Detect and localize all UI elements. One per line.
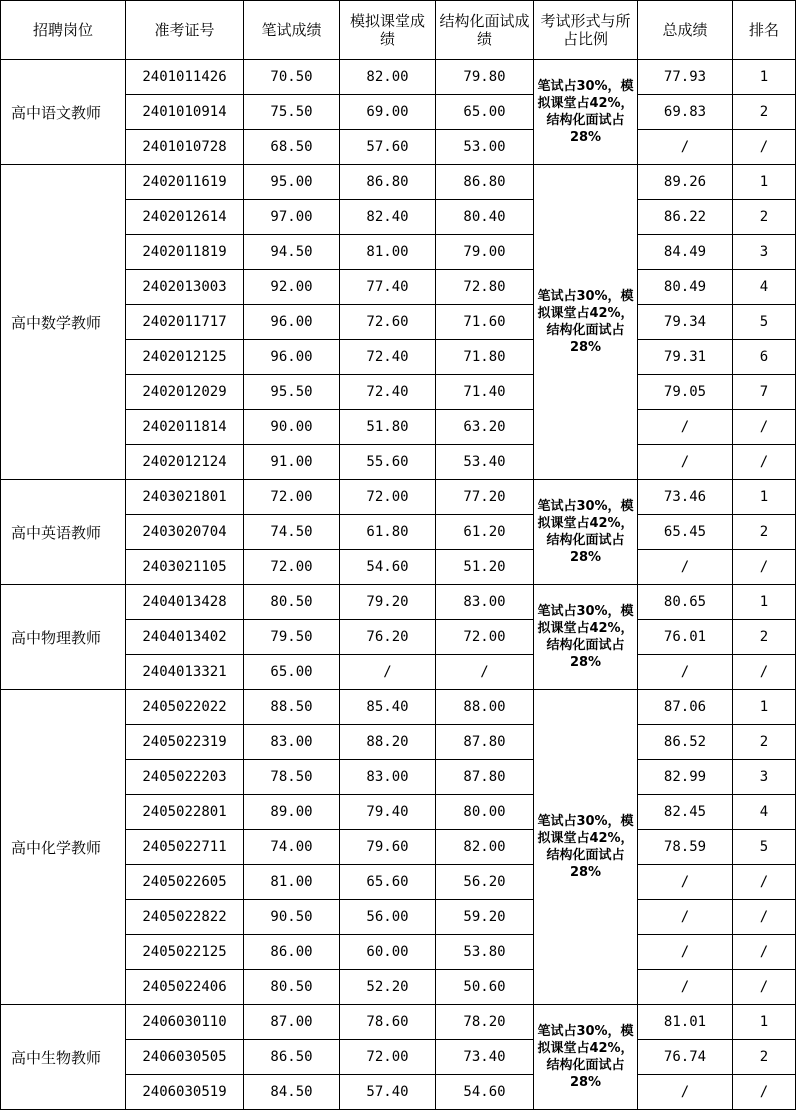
written-score-cell: 95.00 — [244, 165, 340, 200]
exam-id-cell: 2406030110 — [126, 1005, 244, 1040]
rank-cell: / — [733, 655, 796, 690]
total-score-cell: 81.01 — [638, 1005, 733, 1040]
mock-class-score-cell: 52.20 — [340, 970, 436, 1005]
structured-score-cell: 72.00 — [436, 620, 534, 655]
table-row — [1, 690, 796, 725]
total-score-cell: / — [638, 410, 733, 445]
mock-class-score-cell: 65.60 — [340, 865, 436, 900]
rank-cell: 3 — [733, 760, 796, 795]
table-row — [1, 480, 796, 515]
position-cell: 高中生物教师 — [1, 1005, 126, 1110]
mock-class-score-cell: 72.00 — [340, 1040, 436, 1075]
exam-form-cell: 笔试占30%，模拟课堂占42%，结构化面试占28% — [534, 1005, 638, 1110]
total-score-cell: 79.34 — [638, 305, 733, 340]
exam-id-cell: 2405022319 — [126, 725, 244, 760]
header-form — [534, 1, 638, 60]
written-score-cell: 88.50 — [244, 690, 340, 725]
mock-class-score-cell: 72.40 — [340, 375, 436, 410]
exam-id-cell: 2401010728 — [126, 130, 244, 165]
rank-cell: / — [733, 130, 796, 165]
exam-form-cell: 笔试占30%，模拟课堂占42%，结构化面试占28% — [534, 585, 638, 690]
exam-id-cell: 2402012125 — [126, 340, 244, 375]
rank-cell: / — [733, 970, 796, 1005]
mock-class-score-cell: 79.40 — [340, 795, 436, 830]
rank-cell: / — [733, 410, 796, 445]
rank-cell: 2 — [733, 1040, 796, 1075]
mock-class-score-cell: 82.40 — [340, 200, 436, 235]
rank-cell: 1 — [733, 480, 796, 515]
total-score-cell: / — [638, 970, 733, 1005]
position-cell: 高中物理教师 — [1, 585, 126, 690]
rank-cell: 2 — [733, 725, 796, 760]
total-score-cell: 77.93 — [638, 60, 733, 95]
rank-cell: 1 — [733, 1005, 796, 1040]
written-score-cell: 97.00 — [244, 200, 340, 235]
total-score-cell: 80.49 — [638, 270, 733, 305]
written-score-cell: 74.50 — [244, 515, 340, 550]
total-score-cell: 79.31 — [638, 340, 733, 375]
rank-cell: / — [733, 1075, 796, 1110]
position-cell: 高中化学教师 — [1, 690, 126, 1005]
structured-score-cell: 88.00 — [436, 690, 534, 725]
rank-cell: / — [733, 865, 796, 900]
total-score-cell: 80.65 — [638, 585, 733, 620]
total-score-cell: 65.45 — [638, 515, 733, 550]
written-score-cell: 79.50 — [244, 620, 340, 655]
structured-score-cell: 59.20 — [436, 900, 534, 935]
rank-cell: 6 — [733, 340, 796, 375]
structured-score-cell: 80.40 — [436, 200, 534, 235]
table-row — [1, 60, 796, 95]
mock-class-score-cell: 69.00 — [340, 95, 436, 130]
written-score-cell: 80.50 — [244, 970, 340, 1005]
header-form-text: 考试形式与所占比例 — [540, 12, 631, 48]
structured-score-cell: 71.80 — [436, 340, 534, 375]
total-score-cell: 84.49 — [638, 235, 733, 270]
mock-class-score-cell: 61.80 — [340, 515, 436, 550]
structured-score-cell: 79.80 — [436, 60, 534, 95]
total-score-cell: 79.05 — [638, 375, 733, 410]
mock-class-score-cell: 82.00 — [340, 60, 436, 95]
rank-cell: 5 — [733, 830, 796, 865]
mock-class-score-cell: 72.60 — [340, 305, 436, 340]
header-structured-text: 结构化面试成绩 — [439, 12, 530, 48]
rank-cell: 1 — [733, 165, 796, 200]
mock-class-score-cell: / — [340, 655, 436, 690]
exam-id-cell: 2405022406 — [126, 970, 244, 1005]
exam-id-cell: 2402012124 — [126, 445, 244, 480]
structured-score-cell: 80.00 — [436, 795, 534, 830]
mock-class-score-cell: 57.40 — [340, 1075, 436, 1110]
exam-id-cell: 2403020704 — [126, 515, 244, 550]
structured-score-cell: 72.80 — [436, 270, 534, 305]
written-score-cell: 89.00 — [244, 795, 340, 830]
structured-score-cell: 61.20 — [436, 515, 534, 550]
structured-score-cell: 73.40 — [436, 1040, 534, 1075]
exam-id-cell: 2405022801 — [126, 795, 244, 830]
written-score-cell: 96.00 — [244, 305, 340, 340]
written-score-cell: 81.00 — [244, 865, 340, 900]
mock-class-score-cell: 54.60 — [340, 550, 436, 585]
structured-score-cell: 86.80 — [436, 165, 534, 200]
mock-class-score-cell: 85.40 — [340, 690, 436, 725]
total-score-cell: 82.99 — [638, 760, 733, 795]
written-score-cell: 87.00 — [244, 1005, 340, 1040]
header-rank: 排名 — [733, 1, 796, 60]
header-total: 总成绩 — [638, 1, 733, 60]
rank-cell: 1 — [733, 60, 796, 95]
rank-cell: 4 — [733, 795, 796, 830]
mock-class-score-cell: 72.00 — [340, 480, 436, 515]
structured-score-cell: / — [436, 655, 534, 690]
header-written: 笔试成绩 — [244, 1, 340, 60]
position-cell: 高中语文教师 — [1, 60, 126, 165]
mock-class-score-cell: 79.60 — [340, 830, 436, 865]
exam-id-cell: 2401011426 — [126, 60, 244, 95]
table-body — [1, 60, 796, 1110]
total-score-cell: / — [638, 900, 733, 935]
exam-id-cell: 2403021105 — [126, 550, 244, 585]
rank-cell: / — [733, 900, 796, 935]
total-score-cell: / — [638, 550, 733, 585]
written-score-cell: 83.00 — [244, 725, 340, 760]
total-score-cell: / — [638, 130, 733, 165]
written-score-cell: 90.00 — [244, 410, 340, 445]
mock-class-score-cell: 86.80 — [340, 165, 436, 200]
exam-id-cell: 2402013003 — [126, 270, 244, 305]
rank-cell: 4 — [733, 270, 796, 305]
total-score-cell: 76.74 — [638, 1040, 733, 1075]
exam-id-cell: 2405022125 — [126, 935, 244, 970]
exam-id-cell: 2405022203 — [126, 760, 244, 795]
exam-id-cell: 2402011717 — [126, 305, 244, 340]
mock-class-score-cell: 55.60 — [340, 445, 436, 480]
mock-class-score-cell: 88.20 — [340, 725, 436, 760]
written-score-cell: 86.00 — [244, 935, 340, 970]
exam-id-cell: 2405022711 — [126, 830, 244, 865]
structured-score-cell: 63.20 — [436, 410, 534, 445]
total-score-cell: / — [638, 935, 733, 970]
mock-class-score-cell: 78.60 — [340, 1005, 436, 1040]
written-score-cell: 86.50 — [244, 1040, 340, 1075]
written-score-cell: 94.50 — [244, 235, 340, 270]
total-score-cell: 69.83 — [638, 95, 733, 130]
mock-class-score-cell: 60.00 — [340, 935, 436, 970]
written-score-cell: 70.50 — [244, 60, 340, 95]
structured-score-cell: 51.20 — [436, 550, 534, 585]
structured-score-cell: 87.80 — [436, 760, 534, 795]
rank-cell: 1 — [733, 690, 796, 725]
exam-id-cell: 2404013402 — [126, 620, 244, 655]
exam-id-cell: 2402012614 — [126, 200, 244, 235]
total-score-cell: 78.59 — [638, 830, 733, 865]
exam-id-cell: 2402011819 — [126, 235, 244, 270]
mock-class-score-cell: 77.40 — [340, 270, 436, 305]
rank-cell: 2 — [733, 515, 796, 550]
mock-class-score-cell: 57.60 — [340, 130, 436, 165]
exam-id-cell: 2402011619 — [126, 165, 244, 200]
total-score-cell: / — [638, 1075, 733, 1110]
exam-id-cell: 2404013321 — [126, 655, 244, 690]
structured-score-cell: 53.00 — [436, 130, 534, 165]
structured-score-cell: 83.00 — [436, 585, 534, 620]
written-score-cell: 96.00 — [244, 340, 340, 375]
table-row — [1, 1005, 796, 1040]
header-mock-class — [340, 1, 436, 60]
header-exam-id: 准考证号 — [126, 1, 244, 60]
written-score-cell: 74.00 — [244, 830, 340, 865]
rank-cell: / — [733, 445, 796, 480]
written-score-cell: 72.00 — [244, 480, 340, 515]
structured-score-cell: 79.00 — [436, 235, 534, 270]
structured-score-cell: 71.40 — [436, 375, 534, 410]
total-score-cell: / — [638, 865, 733, 900]
structured-score-cell: 54.60 — [436, 1075, 534, 1110]
rank-cell: 5 — [733, 305, 796, 340]
written-score-cell: 84.50 — [244, 1075, 340, 1110]
structured-score-cell: 50.60 — [436, 970, 534, 1005]
written-score-cell: 75.50 — [244, 95, 340, 130]
total-score-cell: 73.46 — [638, 480, 733, 515]
total-score-cell: 86.22 — [638, 200, 733, 235]
structured-score-cell: 71.60 — [436, 305, 534, 340]
mock-class-score-cell: 83.00 — [340, 760, 436, 795]
exam-id-cell: 2403021801 — [126, 480, 244, 515]
rank-cell: 2 — [733, 200, 796, 235]
mock-class-score-cell: 79.20 — [340, 585, 436, 620]
exam-form-cell: 笔试占30%，模拟课堂占42%，结构化面试占28% — [534, 690, 638, 1005]
table-row — [1, 165, 796, 200]
structured-score-cell: 82.00 — [436, 830, 534, 865]
structured-score-cell: 78.20 — [436, 1005, 534, 1040]
exam-form-cell: 笔试占30%，模拟课堂占42%，结构化面试占28% — [534, 165, 638, 480]
rank-cell: 2 — [733, 620, 796, 655]
total-score-cell: 82.45 — [638, 795, 733, 830]
position-cell: 高中英语教师 — [1, 480, 126, 585]
exam-form-cell: 笔试占30%，模拟课堂占42%，结构化面试占28% — [534, 60, 638, 165]
total-score-cell: 89.26 — [638, 165, 733, 200]
mock-class-score-cell: 81.00 — [340, 235, 436, 270]
mock-class-score-cell: 56.00 — [340, 900, 436, 935]
structured-score-cell: 56.20 — [436, 865, 534, 900]
header-structured — [436, 1, 534, 60]
total-score-cell: 76.01 — [638, 620, 733, 655]
mock-class-score-cell: 51.80 — [340, 410, 436, 445]
exam-id-cell: 2406030519 — [126, 1075, 244, 1110]
written-score-cell: 90.50 — [244, 900, 340, 935]
position-cell: 高中数学教师 — [1, 165, 126, 480]
total-score-cell: / — [638, 445, 733, 480]
total-score-cell: / — [638, 655, 733, 690]
rank-cell: / — [733, 935, 796, 970]
rank-cell: 2 — [733, 95, 796, 130]
exam-id-cell: 2402012029 — [126, 375, 244, 410]
written-score-cell: 72.00 — [244, 550, 340, 585]
exam-id-cell: 2401010914 — [126, 95, 244, 130]
header-row — [1, 1, 796, 60]
rank-cell: 1 — [733, 585, 796, 620]
written-score-cell: 65.00 — [244, 655, 340, 690]
written-score-cell: 92.00 — [244, 270, 340, 305]
written-score-cell: 68.50 — [244, 130, 340, 165]
structured-score-cell: 77.20 — [436, 480, 534, 515]
exam-id-cell: 2404013428 — [126, 585, 244, 620]
table-row — [1, 585, 796, 620]
structured-score-cell: 53.80 — [436, 935, 534, 970]
rank-cell: 3 — [733, 235, 796, 270]
written-score-cell: 80.50 — [244, 585, 340, 620]
written-score-cell: 91.00 — [244, 445, 340, 480]
structured-score-cell: 53.40 — [436, 445, 534, 480]
header-mock-class-text: 模拟课堂成绩 — [349, 12, 425, 48]
exam-id-cell: 2405022822 — [126, 900, 244, 935]
rank-cell: / — [733, 550, 796, 585]
rank-cell: 7 — [733, 375, 796, 410]
total-score-cell: 86.52 — [638, 725, 733, 760]
exam-id-cell: 2406030505 — [126, 1040, 244, 1075]
total-score-cell: 87.06 — [638, 690, 733, 725]
exam-id-cell: 2405022605 — [126, 865, 244, 900]
header-position: 招聘岗位 — [1, 1, 126, 60]
mock-class-score-cell: 72.40 — [340, 340, 436, 375]
written-score-cell: 95.50 — [244, 375, 340, 410]
written-score-cell: 78.50 — [244, 760, 340, 795]
exam-id-cell: 2402011814 — [126, 410, 244, 445]
exam-id-cell: 2405022022 — [126, 690, 244, 725]
structured-score-cell: 87.80 — [436, 725, 534, 760]
structured-score-cell: 65.00 — [436, 95, 534, 130]
mock-class-score-cell: 76.20 — [340, 620, 436, 655]
exam-form-cell: 笔试占30%，模拟课堂占42%，结构化面试占28% — [534, 480, 638, 585]
